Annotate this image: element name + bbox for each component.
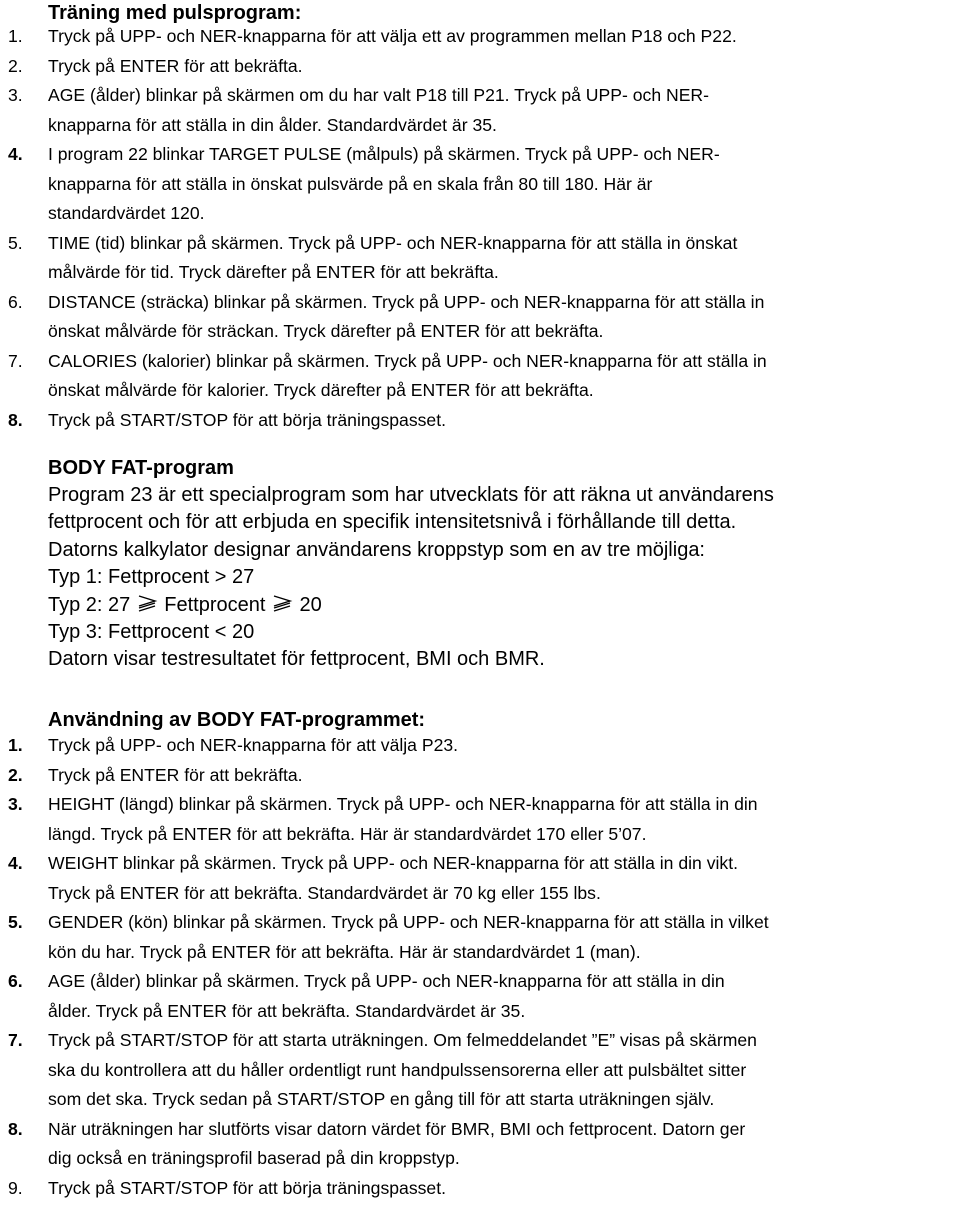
item-number: 6. [8, 971, 23, 991]
list-item [0, 908, 960, 967]
item-text-line: Tryck på START/STOP för att börja träningspasset. [48, 1177, 446, 1198]
item-number: 1. [8, 26, 23, 46]
item-text-line: När uträkningen har slutförts visar datorn värdet för BMR, BMI och fettprocent. Datorn ger [48, 1118, 746, 1139]
item-text-line: TIME (tid) blinkar på skärmen. Tryck på UPP- och NER-knapparna för att ställa in önskat [48, 232, 738, 253]
item-number: 4. [8, 144, 23, 164]
item-text-line: HEIGHT (längd) blinkar på skärmen. Tryck på UPP- och NER-knapparna för att ställa in din [48, 794, 758, 814]
item-text-line: längd. Tryck på ENTER för att bekräfta. Här är standardvärdet 170 eller 5’07. [48, 823, 647, 844]
item-number: 8. [8, 409, 23, 430]
item-text-line: knapparna för att ställa in din ålder. Standardvärdet är 35. [48, 114, 497, 135]
list-item [0, 347, 960, 406]
item-text-line: DISTANCE (sträcka) blinkar på skärmen. Tryck på UPP- och NER-knapparna för att ställa in [48, 291, 765, 312]
list-item [0, 140, 960, 229]
item-number: 9. [8, 1177, 23, 1198]
item-text-line: ska du kontrollera att du håller ordentligt runt handpulssensorerna eller att pulsbältet sitter [48, 1059, 747, 1080]
body-type-2-suffix: 20 [299, 593, 322, 616]
item-number: 5. [8, 232, 23, 253]
body-type-2-prefix: Typ 2: 27 [48, 593, 131, 616]
item-text-line: Tryck på ENTER för att bekräfta. Standardvärdet är 70 kg eller 155 lbs. [48, 882, 601, 903]
item-number: 7. [8, 1030, 23, 1050]
greater-or-equal-icon [136, 593, 158, 613]
list-item [0, 1115, 960, 1174]
list-item [0, 52, 960, 82]
item-text-line: AGE (ålder) blinkar på skärmen. Tryck på UPP- och NER-knapparna för att ställa in din [48, 971, 725, 991]
item-number: 6. [8, 291, 23, 312]
body-type-2 [48, 592, 774, 619]
body-fat-intro-line-1: Program 23 är ett specialprogram som har utvecklats för att räkna ut användarens [48, 484, 774, 506]
body-type-1: Typ 1: Fettprocent > 27 [48, 566, 255, 589]
item-text-line: CALORIES (kalorier) blinkar på skärmen. Tryck på UPP- och NER-knapparna för att ställa in [48, 350, 767, 371]
section-heading-body-fat-usage: Användning av BODY FAT-programmet: [48, 709, 426, 731]
body-fat-title: BODY FAT-program [48, 457, 234, 479]
item-text-line: Tryck på UPP- och NER-knapparna för att välja P23. [48, 735, 459, 755]
item-number: 2. [8, 764, 23, 785]
body-type-2-middle: Fettprocent [164, 593, 266, 616]
item-text-line: Tryck på START/STOP för att starta uträkningen. Om felmeddelandet ”E” visas på skärmen [48, 1030, 757, 1050]
item-number: 3. [8, 794, 23, 814]
item-text-line: kön du har. Tryck på ENTER för att bekräfta. Här är standardvärdet 1 (man). [48, 941, 641, 962]
body-fat-section [48, 455, 774, 674]
list-item [0, 761, 960, 791]
list-item [0, 81, 960, 140]
item-text-line: Tryck på ENTER för att bekräfta. [48, 764, 303, 785]
body-fat-intro-line-3: Datorns kalkylator designar användarens kroppstyp som en av tre möjliga: [48, 538, 705, 561]
list-item [0, 288, 960, 347]
item-text-line: WEIGHT blinkar på skärmen. Tryck på UPP- och NER-knapparna för att ställa in din vikt. [48, 853, 738, 873]
item-number: 3. [8, 85, 23, 105]
list-item [0, 22, 960, 52]
item-text-line: AGE (ålder) blinkar på skärmen om du har valt P18 till P21. Tryck på UPP- och NER- [48, 85, 709, 105]
item-number: 2. [8, 55, 23, 76]
item-text-line: GENDER (kön) blinkar på skärmen. Tryck på UPP- och NER-knapparna för att ställa in vilket [48, 912, 769, 932]
list-item [0, 790, 960, 849]
list-item [0, 1174, 960, 1204]
greater-or-equal-icon [271, 593, 293, 613]
list-item [0, 731, 960, 761]
list-item [0, 849, 960, 908]
item-text-line: knapparna för att ställa in önskat pulsvärde på en skala från 80 till 180. Här är [48, 173, 653, 194]
item-text-line: önskat målvärde för sträckan. Tryck därefter på ENTER för att bekräfta. [48, 321, 604, 341]
item-text-line: dig också en träningsprofil baserad på din kroppstyp. [48, 1148, 460, 1168]
body-fat-usage-steps [0, 731, 960, 1203]
item-text-line: målvärde för tid. Tryck därefter på ENTER för att bekräfta. [48, 262, 499, 282]
item-number: 7. [8, 350, 23, 371]
item-text-line: standardvärdet 120. [48, 203, 205, 223]
item-text-line: ålder. Tryck på ENTER för att bekräfta. Standardvärdet är 35. [48, 1000, 526, 1021]
item-text-line: önskat målvärde för kalorier. Tryck därefter på ENTER för att bekräfta. [48, 380, 594, 400]
list-item [0, 967, 960, 1026]
item-number: 8. [8, 1118, 23, 1139]
list-item [0, 229, 960, 288]
item-number: 1. [8, 735, 23, 755]
section-heading-pulse-programs: Träning med pulsprogram: [48, 2, 302, 24]
list-item [0, 406, 960, 436]
body-type-3: Typ 3: Fettprocent < 20 [48, 621, 255, 644]
item-text-line: I program 22 blinkar TARGET PULSE (målpuls) på skärmen. Tryck på UPP- och NER- [48, 144, 720, 164]
item-text-line: Tryck på ENTER för att bekräfta. [48, 55, 303, 76]
item-text-line: Tryck på UPP- och NER-knapparna för att välja ett av programmen mellan P18 och P22. [48, 26, 737, 46]
body-fat-result: Datorn visar testresultatet för fettprocent, BMI och BMR. [48, 648, 545, 671]
item-text-line: som det ska. Tryck sedan på START/STOP en gång till för att starta uträkningen själv. [48, 1089, 715, 1109]
body-fat-intro-line-2: fettprocent och för att erbjuda en specifik intensitetsnivå i förhållande till detta. [48, 511, 737, 534]
item-text-line: Tryck på START/STOP för att börja träningspasset. [48, 409, 446, 430]
pulse-program-steps [0, 22, 960, 435]
item-number: 5. [8, 912, 23, 932]
item-number: 4. [8, 853, 23, 873]
list-item [0, 1026, 960, 1115]
